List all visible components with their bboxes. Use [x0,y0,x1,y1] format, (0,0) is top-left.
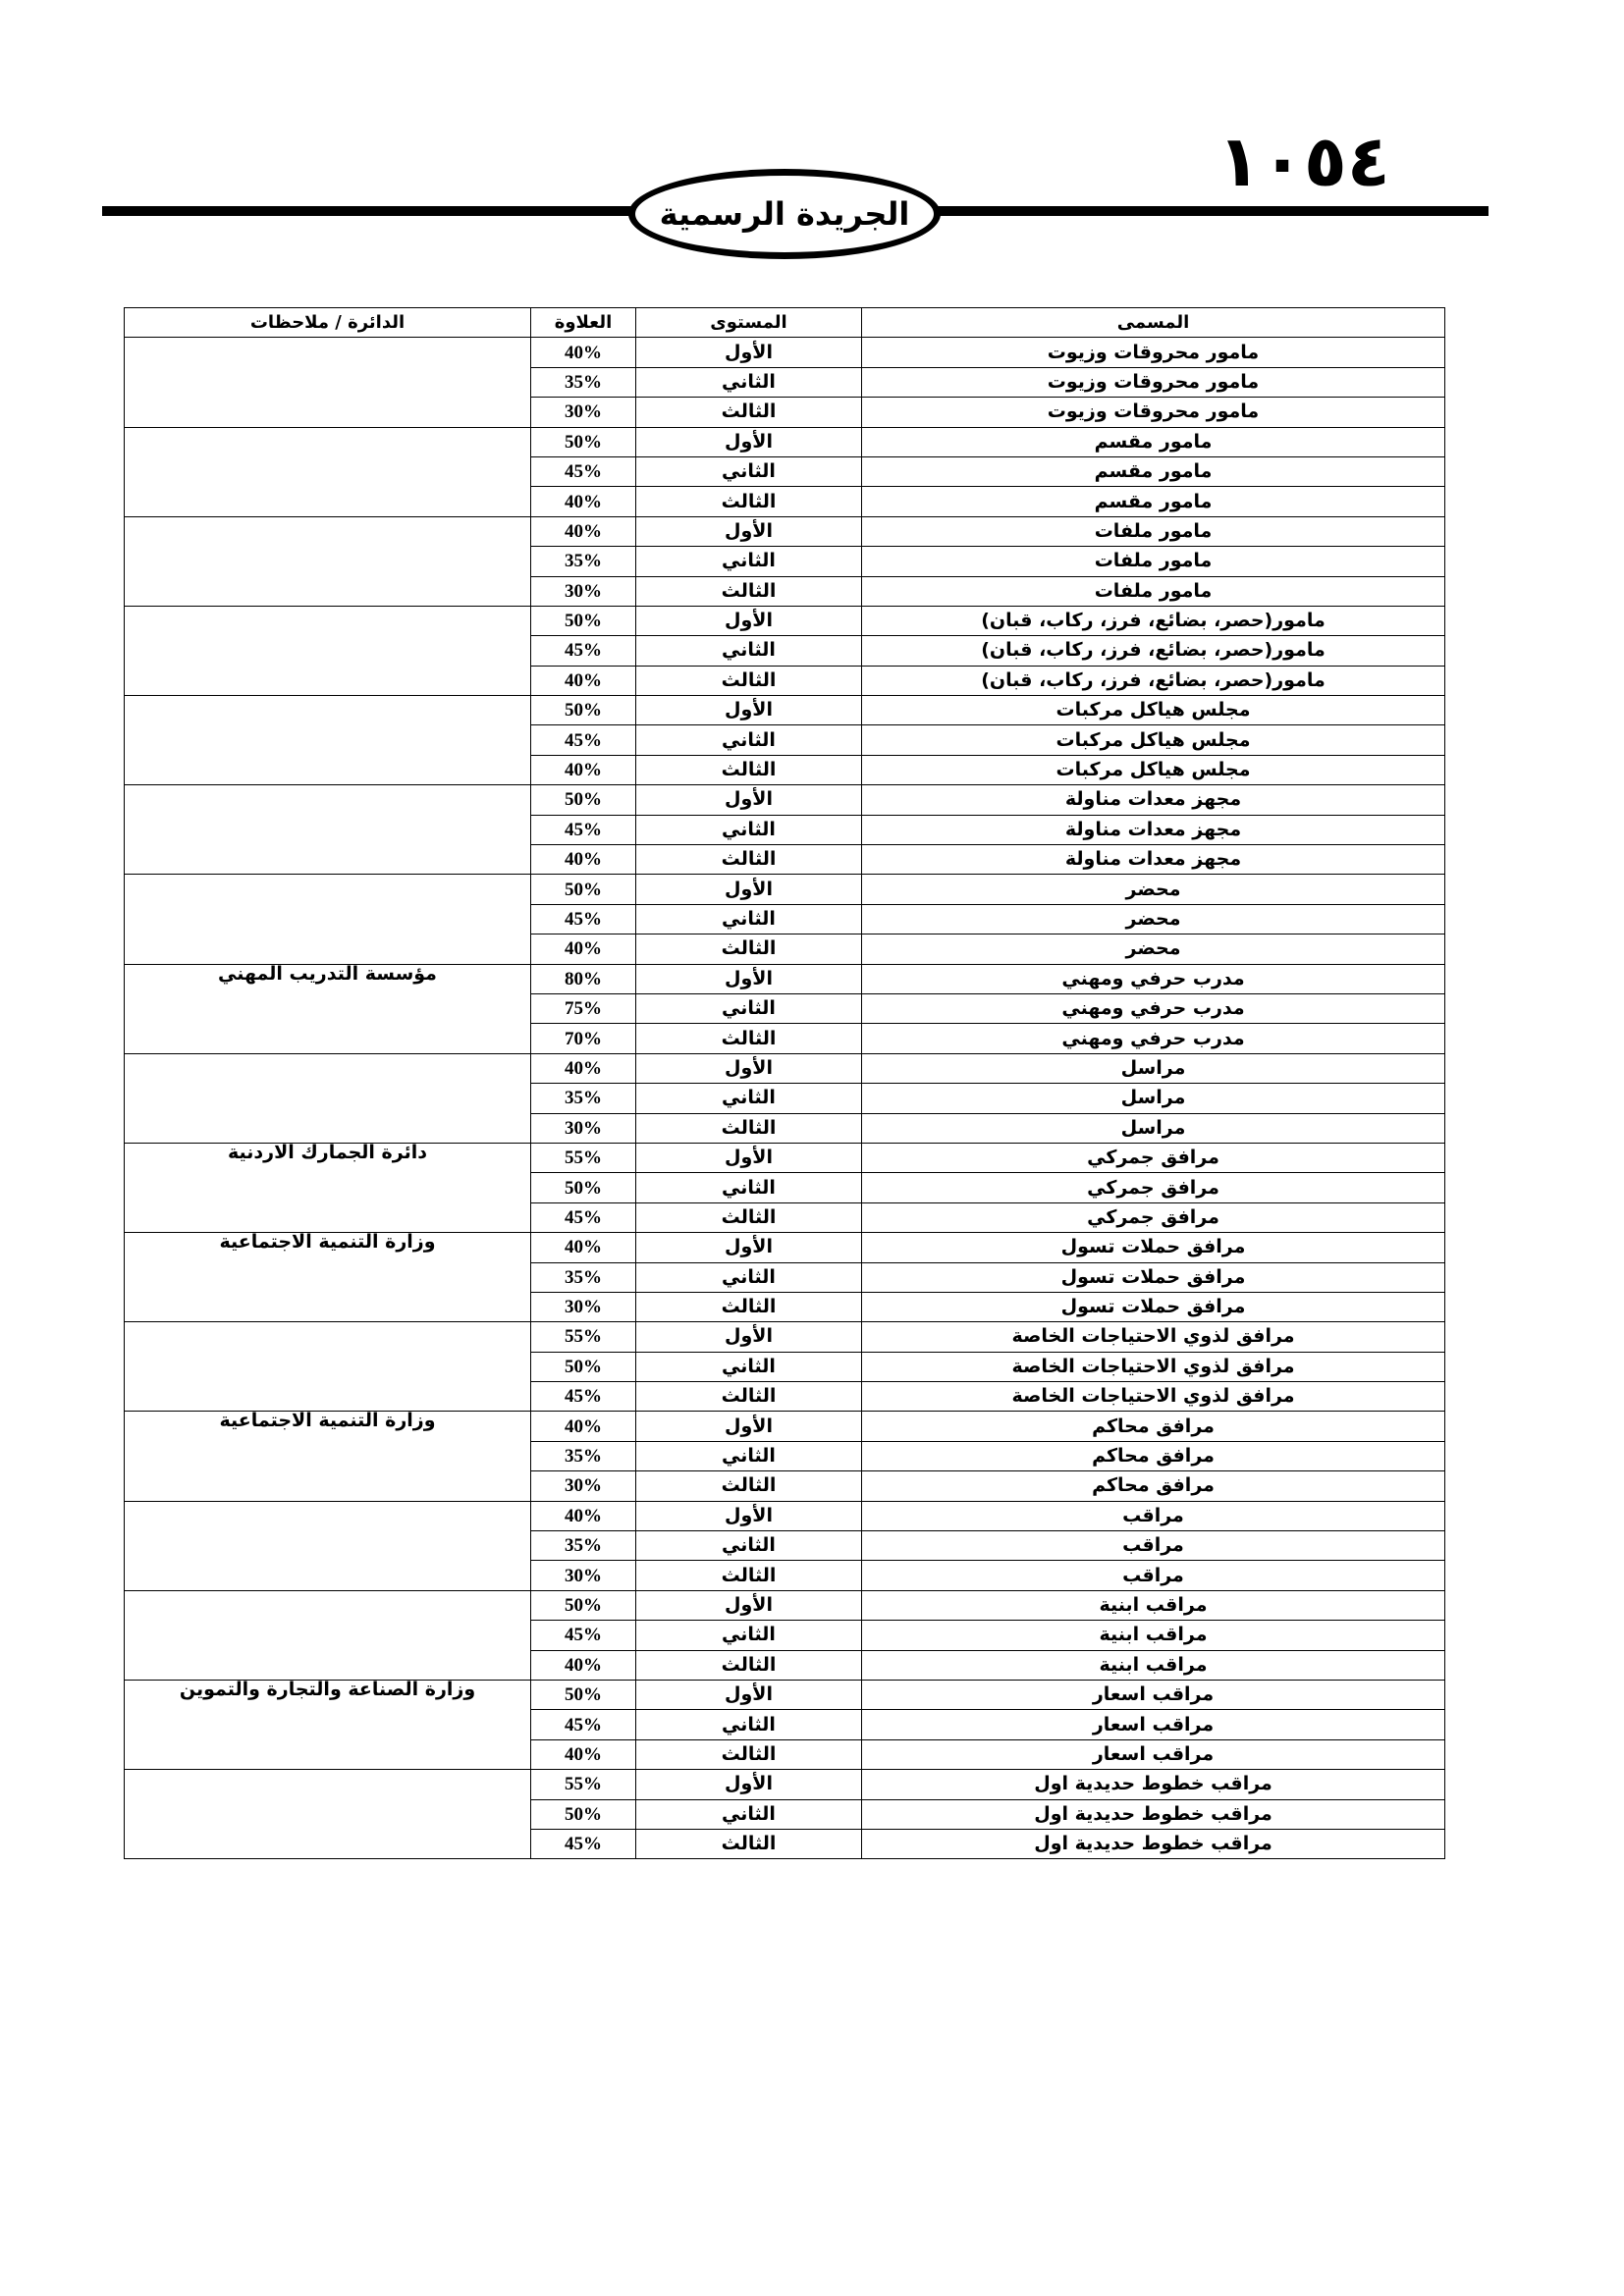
cell-level: الثاني [636,1621,862,1650]
cell-title: مجهز معدات مناولة [862,815,1445,844]
cell-title: مرافق لذوي الاحتياجات الخاصة [862,1382,1445,1412]
cell-title: مجهز معدات مناولة [862,845,1445,875]
cell-level: الأول [636,1590,862,1620]
cell-level: الأول [636,1053,862,1083]
cell-allowance: 35% [531,367,636,397]
table-header-row [125,308,1445,338]
cell-title: مرافق حملات تسول [862,1233,1445,1262]
cell-allowance: 55% [531,1143,636,1172]
cell-title: مامور محروقات وزيوت [862,367,1445,397]
header-allowance: العلاوة [531,308,636,338]
cell-title: مامور مقسم [862,487,1445,516]
cell-allowance: 50% [531,606,636,635]
cell-title: مرافق جمركي [862,1173,1445,1202]
cell-title: مدرب حرفي ومهني [862,964,1445,993]
cell-level: الأول [636,785,862,815]
cell-title: مرافق لذوي الاحتياجات الخاصة [862,1352,1445,1381]
cell-department [125,338,531,427]
cell-level: الأول [636,1322,862,1352]
cell-title: مجلس هياكل مركبات [862,755,1445,784]
table-row [125,964,1445,993]
cell-title: مامور(حصر، بضائع، فرز، ركاب، قبان) [862,666,1445,695]
cell-allowance: 40% [531,338,636,367]
cell-level: الثاني [636,1352,862,1381]
table-row [125,696,1445,725]
table-row [125,1233,1445,1262]
table-row [125,427,1445,456]
cell-allowance: 35% [531,547,636,576]
cell-level: الثالث [636,845,862,875]
cell-title: مراقب [862,1561,1445,1590]
allowance-table [124,307,1445,1859]
cell-level: الثالث [636,1829,862,1858]
cell-level: الثالث [636,934,862,964]
cell-level: الأول [636,1680,862,1709]
cell-level: الأول [636,1412,862,1441]
cell-level: الأول [636,1143,862,1172]
cell-allowance: 50% [531,1680,636,1709]
cell-allowance: 45% [531,904,636,934]
cell-title: مراسل [862,1113,1445,1143]
cell-department [125,875,531,964]
cell-title: مامور محروقات وزيوت [862,338,1445,367]
cell-title: مراسل [862,1053,1445,1083]
cell-title: مامور ملفات [862,547,1445,576]
cell-title: مرافق جمركي [862,1143,1445,1172]
cell-department [125,785,531,875]
cell-level: الثاني [636,1710,862,1739]
cell-allowance: 50% [531,1799,636,1829]
cell-level: الثاني [636,1799,862,1829]
table-row [125,1053,1445,1083]
cell-title: مراقب خطوط حديدية اول [862,1829,1445,1858]
table-row [125,516,1445,546]
cell-allowance: 75% [531,993,636,1023]
cell-allowance: 30% [531,1561,636,1590]
table-row [125,1501,1445,1530]
cell-level: الثالث [636,755,862,784]
cell-level: الثالث [636,1739,862,1769]
cell-department: وزارة الصناعة والتجارة والتموين [125,1680,531,1769]
cell-allowance: 45% [531,1710,636,1739]
cell-allowance: 40% [531,1233,636,1262]
cell-title: مراسل [862,1084,1445,1113]
cell-level: الثالث [636,1561,862,1590]
cell-allowance: 55% [531,1770,636,1799]
cell-level: الثاني [636,367,862,397]
cell-allowance: 45% [531,1621,636,1650]
cell-allowance: 45% [531,815,636,844]
cell-title: مراقب ابنية [862,1621,1445,1650]
cell-department [125,1770,531,1859]
cell-title: مامور ملفات [862,576,1445,606]
cell-level: الثاني [636,636,862,666]
cell-allowance: 45% [531,725,636,755]
cell-department [125,696,531,785]
table-row [125,1322,1445,1352]
cell-title: مراقب اسعار [862,1710,1445,1739]
cell-allowance: 45% [531,636,636,666]
cell-department: دائرة الجمارك الاردنية [125,1143,531,1232]
cell-title: مامور(حصر، بضائع، فرز، ركاب، قبان) [862,636,1445,666]
cell-level: الثاني [636,904,862,934]
cell-department [125,606,531,695]
cell-title: مرافق لذوي الاحتياجات الخاصة [862,1322,1445,1352]
cell-allowance: 50% [531,785,636,815]
cell-title: مامور محروقات وزيوت [862,398,1445,427]
cell-allowance: 30% [531,1471,636,1501]
cell-title: محضر [862,934,1445,964]
cell-title: مجلس هياكل مركبات [862,725,1445,755]
cell-allowance: 40% [531,1412,636,1441]
cell-level: الثالث [636,1202,862,1232]
cell-level: الثاني [636,993,862,1023]
cell-level: الأول [636,964,862,993]
cell-allowance: 50% [531,1352,636,1381]
cell-title: مراقب ابنية [862,1650,1445,1680]
cell-department [125,1501,531,1590]
cell-department: وزارة التنمية الاجتماعية [125,1412,531,1501]
cell-level: الثالث [636,1382,862,1412]
cell-title: مدرب حرفي ومهني [862,1024,1445,1053]
table-row [125,1680,1445,1709]
cell-level: الثاني [636,1084,862,1113]
cell-title: مراقب [862,1501,1445,1530]
cell-level: الأول [636,875,862,904]
cell-title: مجهز معدات مناولة [862,785,1445,815]
cell-level: الأول [636,516,862,546]
cell-allowance: 45% [531,1382,636,1412]
cell-allowance: 30% [531,1113,636,1143]
cell-allowance: 55% [531,1322,636,1352]
table-row [125,1770,1445,1799]
cell-allowance: 40% [531,1053,636,1083]
gazette-title: الجريدة الرسمية [659,195,910,233]
table-row [125,606,1445,635]
cell-allowance: 30% [531,398,636,427]
cell-allowance: 40% [531,487,636,516]
cell-title: مرافق محاكم [862,1471,1445,1501]
cell-allowance: 35% [531,1441,636,1470]
table-row [125,1590,1445,1620]
cell-title: مراقب خطوط حديدية اول [862,1799,1445,1829]
cell-allowance: 35% [531,1084,636,1113]
cell-title: محضر [862,904,1445,934]
cell-title: مجلس هياكل مركبات [862,696,1445,725]
cell-level: الأول [636,427,862,456]
table-row [125,338,1445,367]
cell-title: مرافق محاكم [862,1412,1445,1441]
cell-department: وزارة التنمية الاجتماعية [125,1233,531,1322]
cell-level: الثاني [636,815,862,844]
cell-allowance: 50% [531,696,636,725]
cell-title: مامور مقسم [862,456,1445,486]
cell-level: الأول [636,1770,862,1799]
cell-level: الثالث [636,1650,862,1680]
cell-level: الثالث [636,1024,862,1053]
cell-allowance: 30% [531,1292,636,1321]
cell-title: مرافق حملات تسول [862,1262,1445,1292]
cell-allowance: 50% [531,427,636,456]
cell-allowance: 80% [531,964,636,993]
cell-level: الثاني [636,725,862,755]
table-body [125,338,1445,1859]
cell-allowance: 70% [531,1024,636,1053]
header-department: الدائرة / ملاحظات [125,308,531,338]
table-row [125,785,1445,815]
cell-allowance: 40% [531,845,636,875]
cell-allowance: 40% [531,1650,636,1680]
cell-level: الثاني [636,1531,862,1561]
cell-allowance: 40% [531,1501,636,1530]
cell-title: مامور مقسم [862,427,1445,456]
cell-level: الثالث [636,576,862,606]
cell-title: محضر [862,875,1445,904]
cell-level: الثاني [636,1262,862,1292]
cell-department [125,1322,531,1412]
cell-allowance: 45% [531,1829,636,1858]
page-number: ١٠٥٤ [1218,120,1390,202]
cell-level: الأول [636,338,862,367]
cell-title: مراقب ابنية [862,1590,1445,1620]
cell-level: الثالث [636,398,862,427]
cell-level: الثالث [636,666,862,695]
cell-department [125,1053,531,1143]
cell-level: الأول [636,696,862,725]
cell-title: مرافق محاكم [862,1441,1445,1470]
cell-department [125,516,531,606]
cell-level: الأول [636,606,862,635]
table-row [125,875,1445,904]
cell-level: الأول [636,1501,862,1530]
cell-title: مامور ملفات [862,516,1445,546]
table-row [125,1143,1445,1172]
cell-title: مرافق جمركي [862,1202,1445,1232]
cell-allowance: 45% [531,1202,636,1232]
cell-allowance: 50% [531,1590,636,1620]
cell-allowance: 40% [531,1739,636,1769]
cell-title: مراقب [862,1531,1445,1561]
cell-level: الثالث [636,1292,862,1321]
cell-level: الثاني [636,456,862,486]
cell-title: مامور(حصر، بضائع، فرز، ركاب، قبان) [862,606,1445,635]
cell-level: الثالث [636,487,862,516]
cell-allowance: 45% [531,456,636,486]
cell-title: مدرب حرفي ومهني [862,993,1445,1023]
cell-level: الثالث [636,1471,862,1501]
table-row [125,1412,1445,1441]
header-ellipse [628,169,941,259]
cell-level: الأول [636,1233,862,1262]
cell-allowance: 35% [531,1531,636,1561]
cell-level: الثاني [636,547,862,576]
header-title: المسمى [862,308,1445,338]
cell-department [125,427,531,516]
cell-title: مراقب اسعار [862,1680,1445,1709]
cell-allowance: 40% [531,666,636,695]
cell-title: مرافق حملات تسول [862,1292,1445,1321]
cell-title: مراقب اسعار [862,1739,1445,1769]
cell-allowance: 35% [531,1262,636,1292]
header-level: المستوى [636,308,862,338]
cell-allowance: 30% [531,576,636,606]
cell-allowance: 50% [531,875,636,904]
cell-allowance: 40% [531,516,636,546]
cell-level: الثالث [636,1113,862,1143]
cell-allowance: 50% [531,1173,636,1202]
cell-level: الثاني [636,1173,862,1202]
cell-department: مؤسسة التدريب المهني [125,964,531,1053]
cell-department [125,1590,531,1680]
cell-title: مراقب خطوط حديدية اول [862,1770,1445,1799]
cell-allowance: 40% [531,934,636,964]
cell-level: الثاني [636,1441,862,1470]
cell-allowance: 40% [531,755,636,784]
